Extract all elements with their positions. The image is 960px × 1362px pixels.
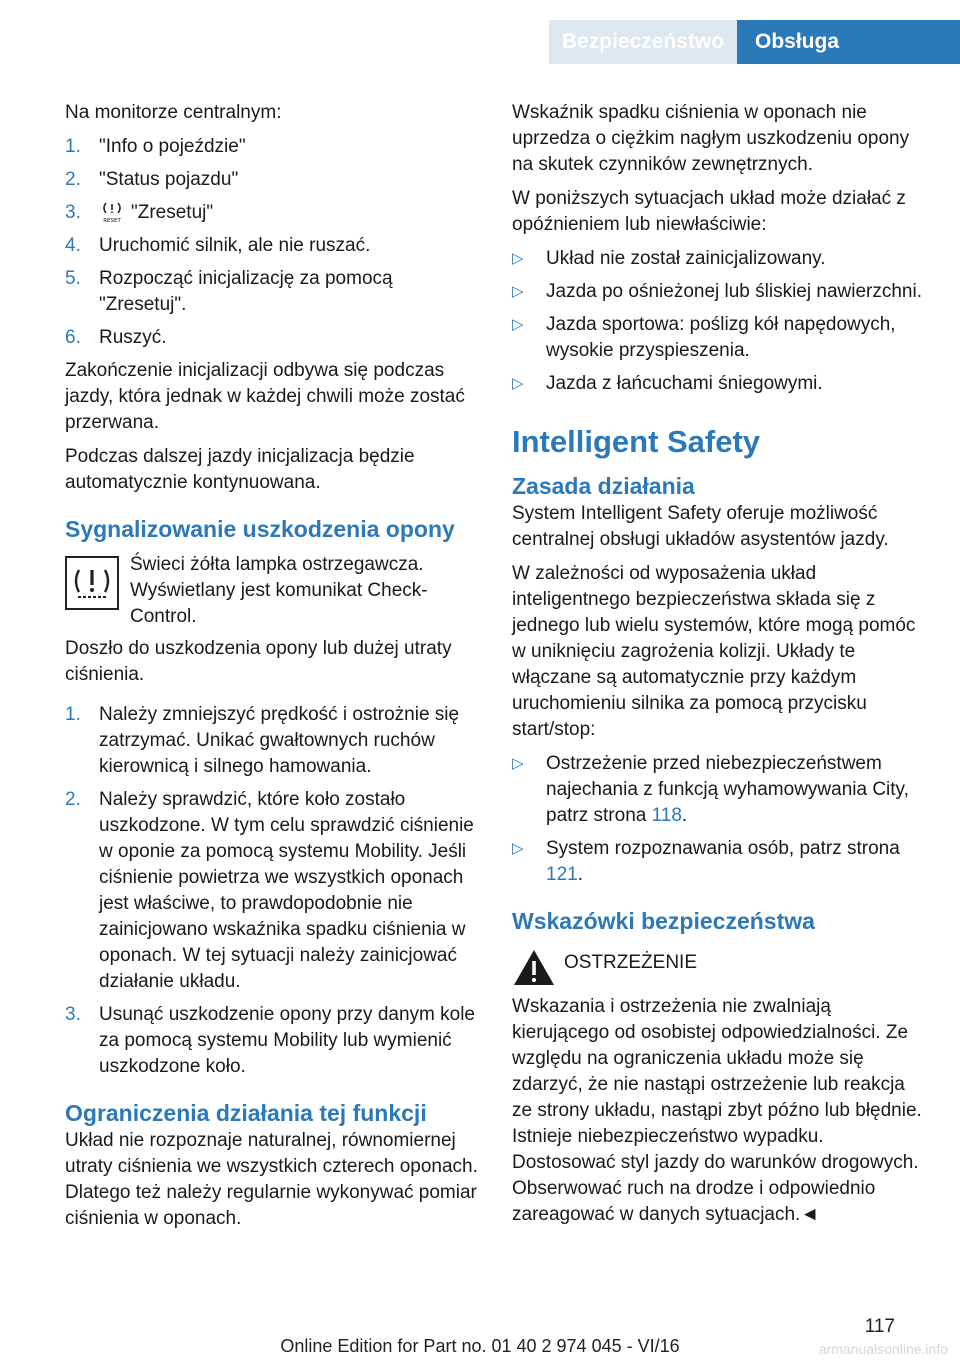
- list-item: ▷ Ostrzeżenie przed niebezpieczeństwem najechania z funkcją wyhamowywania City, patrz strona 118.: [512, 753, 909, 826]
- watermark: armanualsonline.info: [818, 1341, 948, 1357]
- step-number: 3.: [65, 202, 81, 223]
- list-item: [65, 266, 483, 318]
- step-text: Ruszyć.: [99, 327, 167, 348]
- conditions-list: [512, 246, 930, 397]
- chapter-heading: Intelligent Safety: [512, 424, 761, 459]
- list-item: [65, 325, 483, 351]
- warning-block: [512, 944, 930, 988]
- list-item: [65, 233, 483, 259]
- step-text: Rozpocząć inicjalizację za pomocą "Zresetuj".: [99, 268, 393, 315]
- bullet-text: Jazda sportowa: poślizg kół napędowych, wysokie przyspieszenia.: [546, 314, 896, 361]
- list-item: ▷ System rozpoznawania osób, patrz strona 121.: [512, 838, 900, 885]
- tire-pressure-warning-icon: [65, 556, 119, 610]
- list-item: [65, 167, 483, 193]
- tab-chapter: Obsługa: [737, 20, 960, 64]
- step-number: 6.: [65, 327, 81, 348]
- tab-section: Bezpieczeństwo: [549, 20, 737, 64]
- step-text: Uruchomić silnik, ale nie ruszać.: [99, 235, 371, 256]
- warning-triangle-icon: [512, 948, 556, 988]
- list-item: [65, 1002, 483, 1080]
- section-heading: Sygnalizowanie uszkodzenia opony: [65, 516, 455, 542]
- page-link[interactable]: 121: [546, 864, 578, 885]
- bullet-triangle-icon: ▷: [512, 250, 524, 267]
- list-item: [512, 371, 930, 397]
- step-text: Usunąć uszkodzenie opony przy danym kole za pomocą systemu Mobility lub wymienić uszkodzone koło.: [99, 1004, 475, 1077]
- list-item: [65, 200, 483, 226]
- step-text: Należy sprawdzić, które koło zostało uszkodzone. W tym celu sprawdzić ciśnienie w oponie za pomocą systemu Mobility. Jeśli ciśnienie powietrza we wszystkich oponach jest właściwe, to prawdopodobnie nie zainicjowano wskaźnika spadku ciśnienia w oponach. W tej sytuacji należy zainicjować działanie układu.: [99, 789, 474, 992]
- intro-text: Na monitorze centralnym:: [65, 102, 282, 123]
- step-text: Należy zmniejszyć prędkość i ostrożnie się zatrzymać. Unikać gwałtownych ruchów kierownicą i silnego hamowania.: [99, 704, 460, 777]
- step-number: 3.: [65, 1004, 81, 1025]
- bullet-text: Jazda z łańcuchami śniegowymi.: [546, 373, 823, 394]
- reset-icon: [99, 202, 125, 224]
- page-number: 117: [864, 1316, 895, 1337]
- step-text: "Info o pojeździe": [99, 136, 246, 157]
- section-heading: Ograniczenia działania tej funkcji: [65, 1100, 427, 1126]
- list-item: [65, 702, 483, 780]
- paragraph: W zależności od wyposażenia układ inteligentnego bezpieczeństwa składa się z jednego lub wielu systemów, które mogą pomóc w uniknięciu zagrożenia kolizji. Układy te włączane są automatycznie przy każdym uruchomieniu silnika za pomocą przycisku start/stop:: [512, 563, 916, 740]
- bullet-triangle-icon: ▷: [512, 375, 524, 392]
- section-heading: Zasada działania: [512, 473, 695, 499]
- bullet-text: Ostrzeżenie przed niebezpieczeństwem najechania z funkcją wyhamowywania City, patrz strona: [546, 753, 909, 826]
- step-number: 1.: [65, 136, 81, 157]
- list-item: [512, 312, 930, 364]
- bullet-triangle-icon: ▷: [512, 316, 524, 333]
- paragraph: Układ nie rozpoznaje naturalnej, równomiernej utraty ciśnienia we wszystkich czterech oponach. Dlatego też należy regularnie wykonywać pomiar ciśnienia w oponach.: [65, 1130, 478, 1229]
- list-item: [512, 246, 930, 272]
- header-tabs: [0, 0, 960, 64]
- step-number: 1.: [65, 704, 81, 725]
- init-steps-list: [65, 134, 483, 351]
- bullet-triangle-icon: ▷: [512, 840, 524, 857]
- svg-text:RESET: RESET: [103, 217, 121, 224]
- right-column: [512, 100, 930, 1236]
- step-number: 2.: [65, 789, 81, 810]
- list-item: [65, 134, 483, 160]
- paragraph: W poniższych sytuacjach układ może działać z opóźnieniem lub niewłaściwie:: [512, 188, 906, 235]
- step-number: 2.: [65, 169, 81, 190]
- left-column: [65, 100, 483, 1240]
- bullet-text: System rozpoznawania osób, patrz strona: [546, 838, 900, 859]
- footer-edition: Online Edition for Part no. 01 40 2 974 045 - VI/16: [280, 1336, 680, 1356]
- lamp-description: Świeci żółta lampka ostrzegawcza. Wyświetlany jest komunikat Check-Control.: [130, 554, 428, 627]
- bullet-text: Układ nie został zainicjalizowany.: [546, 248, 826, 269]
- list-item: [65, 787, 483, 995]
- bullet-triangle-icon: ▷: [512, 283, 524, 300]
- damage-steps-list: [65, 702, 483, 1080]
- paragraph: Wskaźnik spadku ciśnienia w oponach nie uprzedza o ciężkim nagłym uszkodzeniu opony na skutek czynników zewnętrznych.: [512, 102, 910, 175]
- paragraph: System Intelligent Safety oferuje możliwość centralnej obsługi układów asystentów jazdy.: [512, 503, 889, 550]
- paragraph: Podczas dalszej jazdy inicjalizacja będzie automatycznie kontynuowana.: [65, 446, 415, 493]
- step-text: "Status pojazdu": [99, 169, 239, 190]
- list-item: [512, 279, 930, 305]
- warning-title: OSTRZEŻENIE: [564, 952, 698, 973]
- section-heading: Wskazówki bezpieczeństwa: [512, 908, 815, 934]
- warning-lamp-row: [65, 552, 483, 630]
- warning-text: Wskazania i ostrzeżenia nie zwalniają kierującego od osobistej odpowiedzialności. Ze względu na ograniczenia układu może się zdarzyć, że nie nastąpi ostrzeżenie lub reakcja ze strony układu, nastąpi zbyt późno lub błędnie. Istnieje niebezpieczeństwo wypadku. Dostosować styl jazdy do warunków drogowych. Obserwować ruch na drodze i odpowiednio zareagować w danych sytuacjach.◄: [512, 996, 922, 1225]
- systems-list: [512, 751, 930, 888]
- page-link[interactable]: 118: [651, 805, 682, 826]
- step-number: 4.: [65, 235, 81, 256]
- bullet-text: Jazda po ośnieżonej lub śliskiej nawierzchni.: [546, 281, 922, 302]
- step-number: 5.: [65, 268, 81, 289]
- paragraph: Doszło do uszkodzenia opony lub dużej utraty ciśnienia.: [65, 638, 452, 685]
- bullet-triangle-icon: ▷: [512, 755, 524, 772]
- paragraph: Zakończenie inicjalizacji odbywa się podczas jazdy, która jednak w każdej chwili może zostać przerwana.: [65, 360, 465, 433]
- step-text: "Zresetuj": [131, 202, 214, 223]
